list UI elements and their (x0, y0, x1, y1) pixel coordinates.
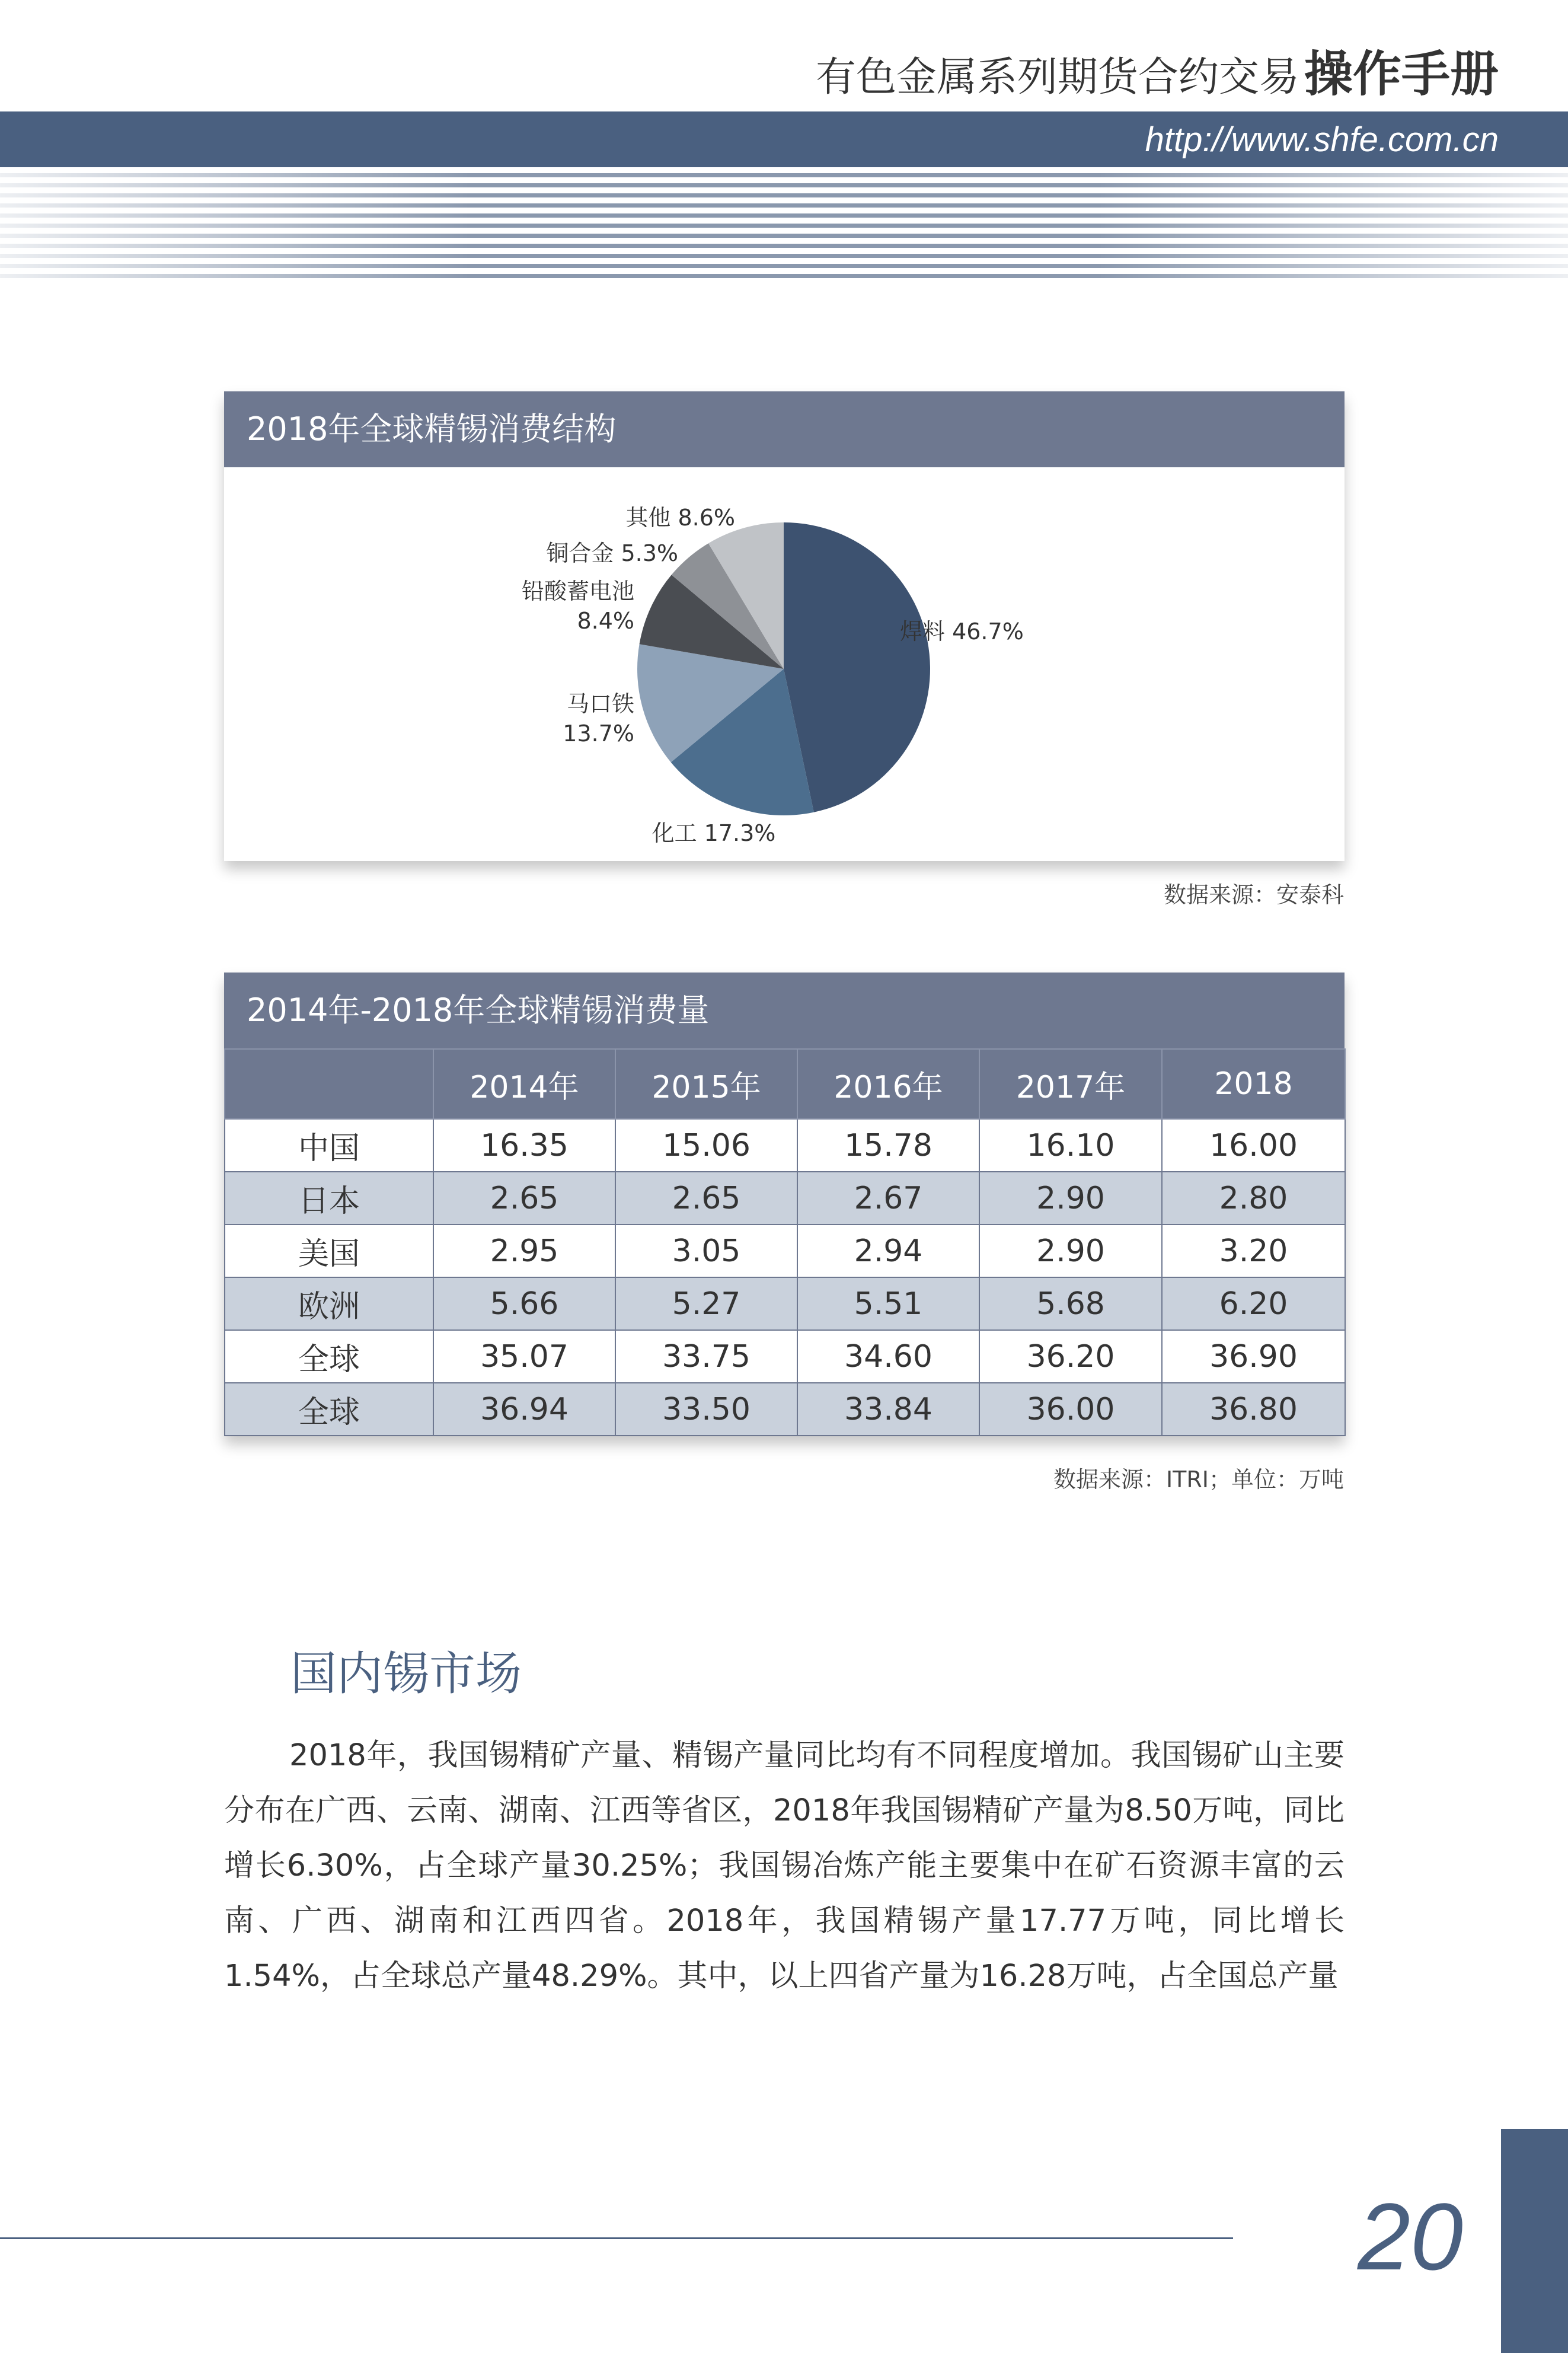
table-cell: 15.78 (797, 1119, 979, 1172)
table-cell: 2.65 (615, 1172, 797, 1225)
table-cell: 5.66 (433, 1277, 615, 1330)
table-row (225, 1172, 1345, 1225)
page-tab (1501, 2129, 1568, 2353)
table-cell: 33.84 (797, 1383, 979, 1436)
header-url: http://www.shfe.com.cn (1145, 120, 1499, 159)
table-cell: 15.06 (615, 1119, 797, 1172)
decorative-stripes (0, 173, 1568, 281)
table-cell: 16.10 (979, 1119, 1162, 1172)
table-cell: 3.20 (1162, 1225, 1345, 1277)
table-cell: 2.67 (797, 1172, 979, 1225)
table-cell: 36.80 (1162, 1383, 1345, 1436)
table-cell: 5.27 (615, 1277, 797, 1330)
consumption-table (224, 1048, 1346, 1436)
table-cell: 16.00 (1162, 1119, 1345, 1172)
table-row (225, 1277, 1345, 1330)
table-cell: 中国 (225, 1119, 433, 1172)
table-row (225, 1225, 1345, 1277)
table-cell: 欧洲 (225, 1277, 433, 1330)
consumption-table-panel (224, 973, 1345, 1436)
section-heading: 国内锡市场 (290, 1647, 522, 1701)
table-cell: 全球 (225, 1383, 433, 1436)
table-cell: 2.95 (433, 1225, 615, 1277)
table-cell: 美国 (225, 1225, 433, 1277)
section-paragraph: 2018年，我国锡精矿产量、精锡产量同比均有不同程度增加。我国锡矿山主要分布在广西、云南、湖南、江西等省区，2018年我国锡精矿产量为8.50万吨，同比增长6.30%，占全球产量30.25%；我国锡冶炼产能主要集中在矿石资源丰富的云南、广西、湖南和江西四省。2018年，我国精锡产量17.77万吨，同比增长1.54%，占全球总产量48.29%。其中，以上四省产量为16.28万吨，占全国总产量 (224, 1738, 1345, 1994)
table-title: 2014年-2018年全球精锡消费量 (224, 973, 1345, 1048)
table-cell: 36.94 (433, 1383, 615, 1436)
pie-slice (784, 522, 930, 812)
table-cell: 33.50 (615, 1383, 797, 1436)
table-cell: 3.05 (615, 1225, 797, 1277)
table-cell: 36.90 (1162, 1330, 1345, 1383)
footer-rule (0, 2237, 1233, 2239)
table-row (225, 1119, 1345, 1172)
pie-chart-panel (224, 391, 1345, 861)
pie-source-note: 数据来源：安泰科 (1163, 882, 1344, 908)
table-cell: 2.80 (1162, 1172, 1345, 1225)
table-cell: 33.75 (615, 1330, 797, 1383)
pie-slice-label: 铅酸蓄电池 (521, 578, 634, 604)
table-row (225, 1330, 1345, 1383)
pie-slice-label: 其他 8.6% (625, 505, 735, 531)
pie-slice-label: 马口铁 (566, 691, 634, 717)
table-header-cell: 2017年 (979, 1049, 1162, 1119)
pie-slice-label: 化工 17.3% (652, 820, 776, 846)
table-cell: 16.35 (433, 1119, 615, 1172)
table-cell: 2.65 (433, 1172, 615, 1225)
table-header-cell: 2018 (1162, 1049, 1345, 1119)
page-number: 20 (1358, 2183, 1463, 2290)
table-header-cell: 2016年 (797, 1049, 979, 1119)
table-header-cell: 2015年 (615, 1049, 797, 1119)
table-header-row (225, 1049, 1345, 1119)
pie-slice-value-label: 8.4% (577, 608, 634, 634)
table-cell: 34.60 (797, 1330, 979, 1383)
pie-slice-value-label: 13.7% (563, 720, 634, 747)
table-header-cell: 2014年 (433, 1049, 615, 1119)
table-header-cell (225, 1049, 433, 1119)
table-cell: 6.20 (1162, 1277, 1345, 1330)
manual-title (816, 36, 1499, 105)
pie-chart-title: 2018年全球精锡消费结构 (224, 391, 1345, 467)
table-cell: 日本 (225, 1172, 433, 1225)
pie-slice-label: 焊料 46.7% (900, 618, 1024, 645)
pie-slice-label: 铜合金 5.3% (546, 540, 678, 566)
table-cell: 35.07 (433, 1330, 615, 1383)
table-row (225, 1383, 1345, 1436)
table-cell: 2.94 (797, 1225, 979, 1277)
table-cell: 全球 (225, 1330, 433, 1383)
table-cell: 2.90 (979, 1225, 1162, 1277)
manual-title-main: 有色金属系列期货合约交易 (815, 54, 1299, 101)
table-cell: 2.90 (979, 1172, 1162, 1225)
manual-title-emphasis: 操作手册 (1304, 46, 1499, 103)
table-cell: 36.00 (979, 1383, 1162, 1436)
table-cell: 5.51 (797, 1277, 979, 1330)
pie-chart (224, 467, 1345, 861)
table-cell: 5.68 (979, 1277, 1162, 1330)
table-source-note: 数据来源：ITRI；单位：万吨 (1053, 1466, 1344, 1493)
table-cell: 36.20 (979, 1330, 1162, 1383)
